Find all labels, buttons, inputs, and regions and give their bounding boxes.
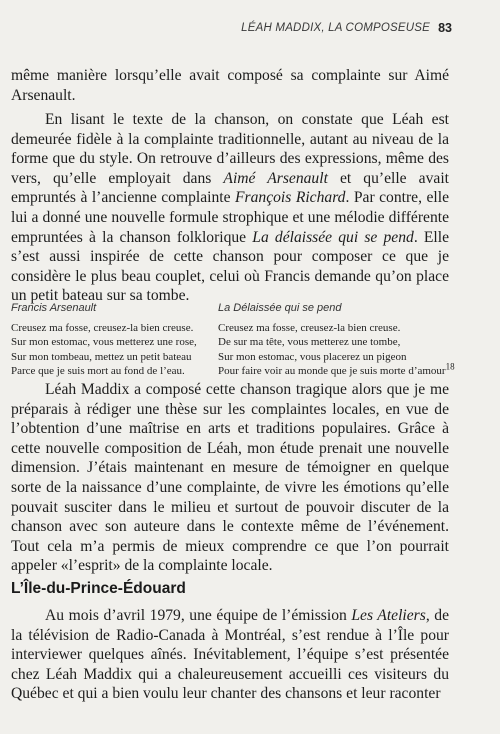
verse-block-right [218, 321, 455, 378]
running-header: LÉAH MADDIX, LA COMPOSEUSE [241, 22, 430, 34]
italic-title-francois-richard: François Richard [235, 189, 346, 207]
verse-line: Sur mon tombeau, mettez un petit bateau [11, 350, 192, 363]
verse-line: De sur ma tête, vous metterez une tombe, [218, 336, 401, 349]
paragraph-radio-canada: Au mois d’avril 1979, une équipe de l’émission Les Ateliers, de la télévision de Radio-Canada à Montréal, s’est rendue à l’Île pour interviewer quelques aînés. Inévitablement, l’équipe s’est présentée chez Léah Maddix qui a chaleureusement accueilli ces visiteurs du Québec et qui a bien voulu leur chanter des chansons et leur raconter [11, 607, 449, 703]
verse-line: Sur mon estomac, vous placerez un pigeon [218, 350, 407, 363]
italic-title-la-delaissee: La délaissée qui se pend [252, 228, 414, 246]
paragraph-thesis: Léah Maddix a composé cette chanson tragique alors que je me préparais à rédiger une thèse sur les complaintes locales, en vue de l’obtention d’une maîtrise en arts et traditions populaires. Grâce à cette nouvelle composition de Léah, mon étude prenait une nouvelle dimension. J’étais maintenant en mesure de témoigner en quelque sorte de la naissance d’une complainte, de vivre les émotions qu’elle pouvait susciter dans le milieu et surtout de pouvoir discuter de la chanson avec son auteure dans le contexte même de l’événement. Tout cela m’a permis de mieux comprendre ce que l’on pourrait appeler «l’esprit» de la complainte locale. [11, 381, 449, 575]
verse-title-left: Francis Arsenault [11, 302, 97, 314]
verse-line: Pour faire voir au monde que je suis morte d’amour$^{18}$ [218, 361, 455, 377]
footnote-reference: 18 [445, 361, 455, 372]
verse-line: Creusez ma fosse, creusez-la bien creuse. [218, 322, 401, 334]
verse-title-right: La Délaissée qui se pend [218, 302, 342, 314]
verse-line: Parce que je suis mort au fond de l’eau. [11, 364, 185, 377]
paragraph-continuation: même manière lorsqu’elle avait composé sa complainte sur Aimé Arsenault. [11, 67, 449, 104]
verse-line: Sur mon estomac, vous metterez une rose, [11, 336, 197, 349]
verse-line: Creusez ma fosse, creusez-la bien creuse. [11, 322, 194, 334]
page-number: 83 [438, 21, 452, 35]
verse-block-left [11, 321, 197, 378]
paragraph-analysis: En lisant le texte de la chanson, on constate que Léah est demeurée fidèle à la complainte traditionnelle, autant au niveau de la forme que du style. On retrouve d’ailleurs des expressions, même des vers, qu’elle employait dans Aimé Arsenault et qu’elle avait empruntés à l’ancienne complainte François Richard. Par contre, elle lui a donné une nouvelle formule strophique et une mélodie différente empruntées à la chanson folklorique La délaissée qui se pend. Elle s’est aussi inspirée de cette chanson pour composer ce que je considère le plus beau couplet, celui où Francis demande qu’on place un petit bateau sur sa tombe. [11, 111, 449, 305]
italic-title-aime-arsenault: Aimé Arsenault [223, 169, 328, 187]
section-heading: L’Île-du-Prince-Édouard [11, 580, 186, 597]
italic-title-les-ateliers: Les Ateliers [351, 607, 426, 624]
